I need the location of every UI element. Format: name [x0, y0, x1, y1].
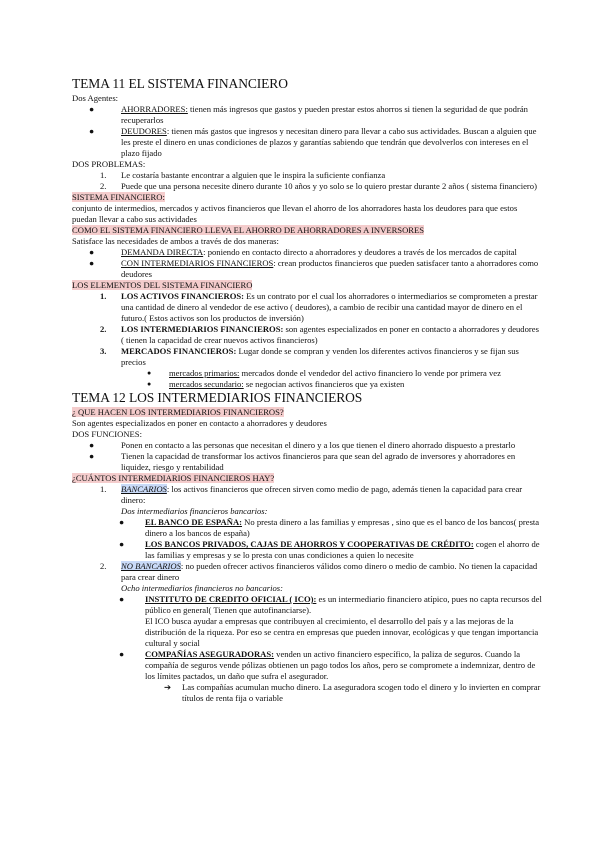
list-item: ● Ponen en contacto a las personas que necesitan el dinero y a los que tienen el dinero ahorrado dispuesto a prestarlo [89, 440, 516, 450]
list-item: 1. Le costaría bastante encontrar a alguien que le inspira la suficiente confianza [100, 170, 386, 180]
bullet-icon: ● [89, 258, 95, 268]
bancarios-list [72, 517, 542, 561]
list-item: 1. BANCARIOS: los activos financieros que ofrecen sirven como medio de pago, además tienen la capacidad para crear dinero: [100, 484, 523, 505]
intermediarios-list [72, 484, 542, 506]
list-item: ● INSTITUTO DE CREDITO OFICIAL ( ICO): es un intermediario financiero atípico, pues no capta recursos del público en general( Tienen que autofinanciarse). [119, 594, 542, 615]
nobancarios-list [72, 594, 542, 616]
list-item: ● mercados secundario: se negocian activos financieros que ya existen [147, 379, 405, 389]
problemas-label: DOS PROBLEMAS: [72, 159, 146, 169]
bullet-icon: ● [147, 369, 152, 377]
nobancarios-list-2 [72, 649, 542, 704]
list-item: ● CON INTERMEDIARIOS FINANCIEROS: crean productos financieros que pueden satisfacer tanto a ahorradores como deudores [89, 258, 539, 279]
bullet-icon: ● [89, 247, 95, 257]
list-item: 2. Puede que una persona necesite dinero durante 10 años y yo solo se lo quiero prestar durante 2 años ( sistema financiero) [100, 181, 537, 191]
sistema-text: conjunto de intermedios, mercados y activos financieros que llevan el ahorro de los ahorradores hasta los deudores para que estos puedan llevar a cabo sus actividades [72, 203, 518, 224]
nobancarios-sub: Ocho intermediarios financieros no bancarios: [121, 583, 283, 593]
bullet-icon: ● [119, 517, 125, 527]
bullet-icon: ● [119, 649, 125, 659]
bullet-icon: ● [89, 451, 95, 461]
mercados-list [72, 368, 542, 390]
maneras-list [72, 247, 542, 280]
list-item: ● DEUDORES: tienen más gastos que ingresos y necesitan dinero para llevar a cabo sus actividades. Buscan a alguien que les preste el dinero en unas condiciones de plazos y garantías sabiendo que tendrán que devolverlos con intereses en el plazo fijado [89, 126, 537, 158]
q2-heading: ¿CUÁNTOS INTERMEDIARIOS FINANCIEROS HAY? [72, 473, 275, 483]
intermediarios-list-2 [72, 561, 542, 583]
como-text: Satisface las necesidades de ambos a través de dos maneras: [72, 236, 279, 246]
list-item: 1. LOS ACTIVOS FINANCIEROS: Es un contrato por el cual los ahorradores o intermediarios se comprometen a prestar una cantidad de dinero al vendedor de ese activo ( deudores), a cambio de recibir una cantidad mayor de dinero en el futuro.( Estos activos son los productos de inversión) [100, 291, 538, 323]
list-item: 3. MERCADOS FINANCIEROS: Lugar donde se compran y venden los diferentes activos financieros y se fijan sus precios [100, 346, 519, 367]
agentes-list [72, 104, 542, 159]
bullet-icon: ● [119, 594, 125, 604]
bullet-icon: ● [89, 126, 95, 136]
arrow-right-icon: ➔ [164, 682, 172, 692]
list-item: ● AHORRADORES: tienen más ingresos que gastos y pueden prestar estos ahorros si tienen la seguridad de que podrán recuperarlos [89, 104, 528, 125]
problemas-list [72, 170, 542, 192]
elementos-list [72, 291, 542, 368]
document-page [72, 76, 542, 704]
list-item: ● Tienen la capacidad de transformar los activos financieros para que sean del agrado de inversores y ahorradores en liquidez, riesgo y rentabilidad [89, 451, 516, 472]
bullet-icon: ● [89, 440, 95, 450]
list-item: 2. NO BANCARIOS: no pueden ofrecer activos financieros válidos como dinero o medio de cambio. No tienen la capacidad para crear dinero [100, 561, 538, 582]
list-item: 2. LOS INTERMEDIARIOS FINANCIEROS: son agentes especializados en poner en contacto a ahorradores y deudores ( tienen la capacidad de crear nuevos activos financieros) [100, 324, 539, 345]
sistema-heading: SISTEMA FINANCIERO: [72, 192, 165, 202]
bullet-icon: ● [119, 539, 125, 549]
q1-text: Son agentes especializados en poner en contacto a ahorradores y deudores [72, 418, 327, 428]
list-item: ● COMPAÑÍAS ASEGURADORAS: venden un activo financiero específico, la paliza de seguros. Cuando la compañía de seguros vende pólizas obtienen un pago todos los años, pero se compromete a indemnizar, dentro de los límites pactados, un daño que sufra el asegurador. [119, 649, 536, 681]
funciones-label: DOS FUNCIONES: [72, 429, 142, 439]
elementos-heading: LOS ELEMENTOS DEL SISTEMA FINANCIERO [72, 280, 253, 290]
list-item: ● LOS BANCOS PRIVADOS, CAJAS DE AHORROS Y COOPERATIVAS DE CRÉDITO: cogen el ahorro de las familias y empresas y se lo presta con unas condiciones a quien lo necesite [119, 539, 540, 560]
tema-12-title: TEMA 12 LOS INTERMEDIARIOS FINANCIEROS [72, 390, 363, 405]
bancarios-sub: Dos intermediarios financieros bancarios: [121, 506, 268, 516]
agentes-label: Dos Agentes: [72, 93, 119, 103]
ico-extra: El ICO busca ayudar a empresas que contribuyen al crecimiento, el desarrollo del país y a las mejoras de la distribución de la riqueza. Por eso se centra en empresas que pueden innovar, ecológicas y que tengan importancia cultural y social [145, 616, 539, 648]
q1-heading: ¿ QUE HACEN LOS INTERMEDIARIOS FINANCIEROS? [72, 407, 284, 417]
list-item: ● EL BANCO DE ESPAÑA: No presta dinero a las familias y empresas , sino que es el banco de los bancos( presta dinero a los bancos de españa) [119, 517, 540, 538]
bullet-icon: ● [147, 380, 152, 388]
list-item: ➔ Las compañías acumulan mucho dinero. La aseguradora scogen todo el dinero y lo invierten en comprar títulos de renta fija o variable [164, 682, 541, 703]
como-heading: COMO EL SISTEMA FINANCIERO LLEVA EL AHORRO DE AHORRADORES A INVERSORES [72, 225, 425, 235]
tema-11-title: TEMA 11 EL SISTEMA FINANCIERO [72, 76, 288, 91]
list-item: ● DEMANDA DIRECTA: poniendo en contacto directo a ahorradores y deudores a través de los mercados de capital [89, 247, 517, 257]
list-item: ● mercados primarios: mercados donde el vendedor del activo financiero lo vende por primera vez [147, 368, 501, 378]
funciones-list [72, 440, 542, 473]
bullet-icon: ● [89, 104, 95, 114]
